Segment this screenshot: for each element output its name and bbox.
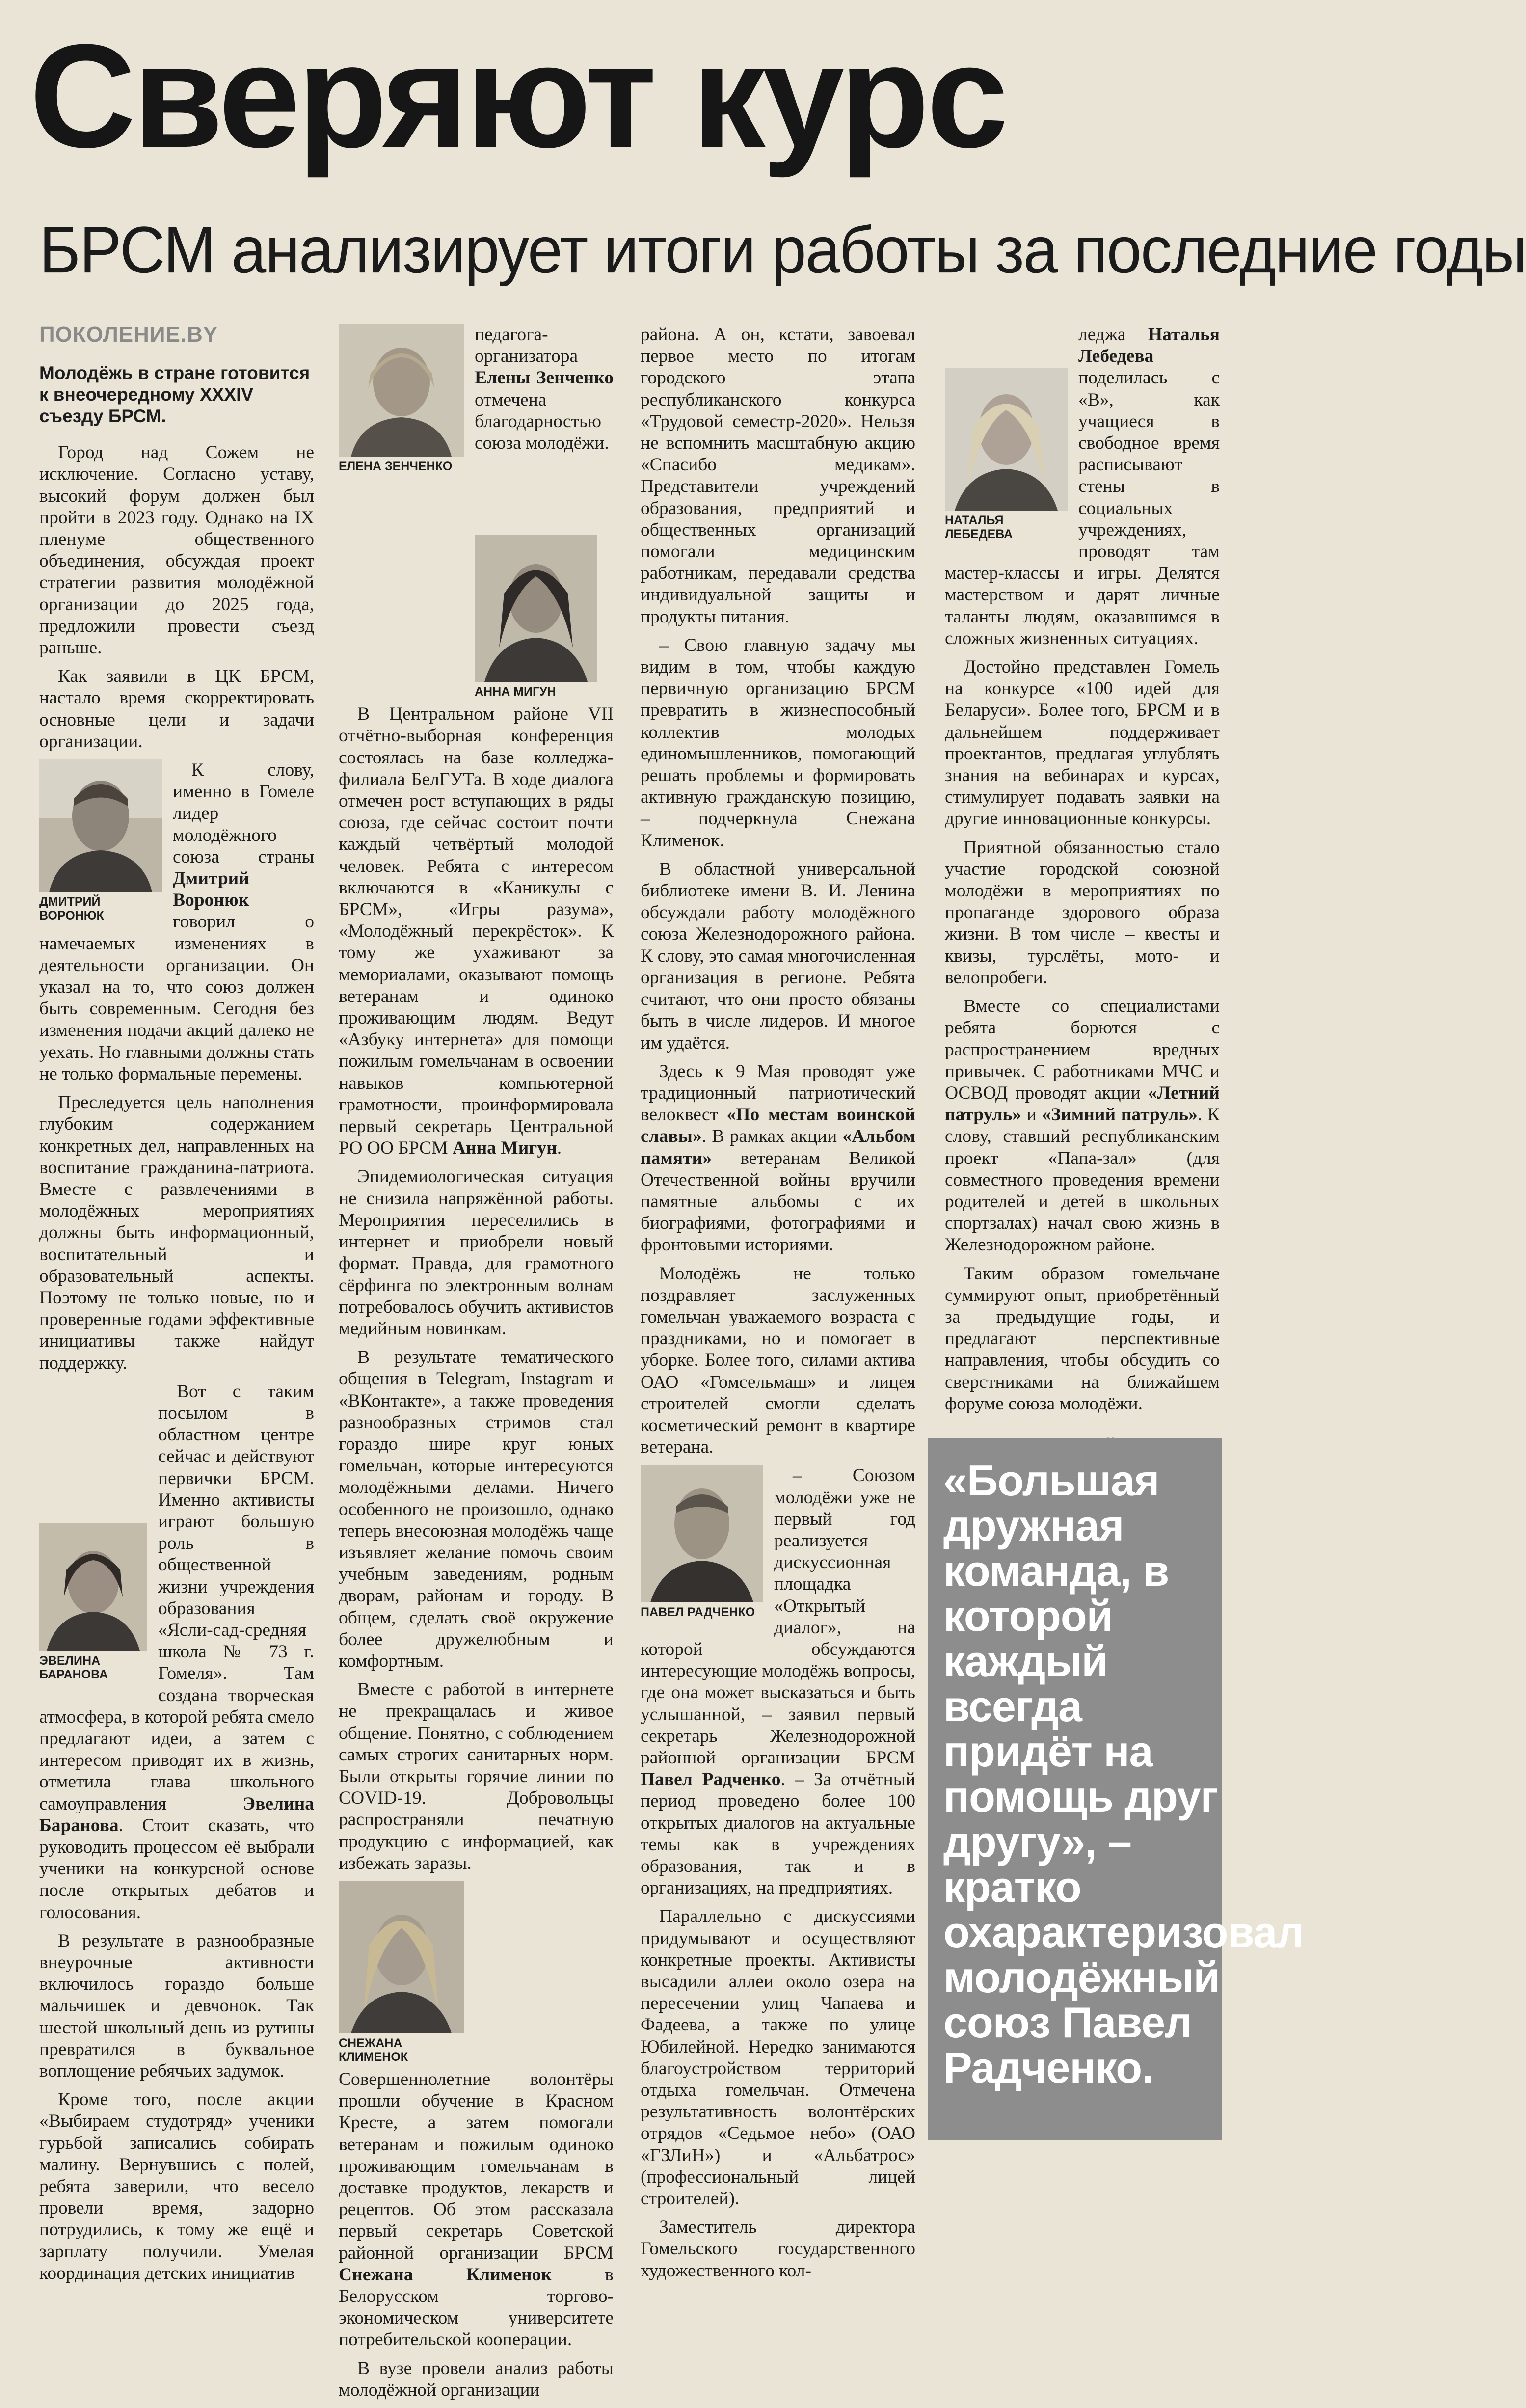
portrait-image: [339, 1881, 464, 2033]
photo-caption: АННА МИГУН: [475, 685, 556, 699]
text-run: и: [1021, 1105, 1042, 1125]
paragraph: Приятной обязанностью стало участие городской союзной молодёжи в мероприятиях по пропаганде здорового образа жизни. В том числе – квесты и квизы, турслёты, мото- и велопробеги.: [945, 837, 1220, 988]
paragraph: Молодёжь не только поздравляет заслуженных гомельчан уважаемого возраста с праздниками, но и помогает в уборке. Более того, силами актива ОАО «Гомсельмаш» и лицея строителей смогли сделать косметический ремонт в квартире ветерана.: [641, 1263, 915, 1458]
paragraph: – Свою главную задачу мы видим в том, чтобы каждую первичную организацию БРСМ превратить в жизнеспособный коллектив молодых единомышленников, помогающий решать проблемы и формировать активную гражданскую позицию, – подчеркнула Снежана Клименок.: [641, 635, 915, 851]
text-run: отмечена благодарностью союза молодёжи.: [475, 389, 609, 454]
paragraph: В областной универсальной библиотеке имени В. И. Ленина обсуждали работу молодёжного союза Железнодорожного района. К слову, это самая многочисленная организация в регионе. Ребята считают, что они просто обязаны быть в числе лидеров. И многое им удаётся.: [641, 859, 915, 1053]
event-name: «Зимний патруль»: [1042, 1105, 1198, 1125]
portrait-image: [475, 535, 597, 682]
photo-caption: ЕЛЕНА ЗЕНЧЕНКО: [339, 460, 453, 473]
portrait-image: [641, 1465, 763, 1602]
person-name: Павел Радченко: [641, 1769, 781, 1790]
paragraph: Кроме того, после акции «Выбираем студотряд» ученики гурьбой записались собирать малину. Вернувшись с полей, ребята заверили, что весело провели время, задорно потрудились, к тому же ещё и зарплату получили. Умелая координация детских инициатив: [39, 2089, 314, 2283]
text-run: .: [557, 1138, 562, 1159]
paragraph: Вместе с работой в интернете не прекращалась и живое общение. Понятно, с соблюдением самых строгих санитарных норм. Были открыты горячие линии по COVID-19. Добровольцы распространяли печатную продукцию с информацией, как избежать заразы.: [339, 1679, 614, 1873]
source-label: ПОКОЛЕНИЕ.BY: [39, 323, 218, 347]
paragraph: Заместитель директора Гомельского государственного художественного кол-: [641, 2217, 915, 2281]
person-name: Дмитрий Воронюк: [173, 868, 249, 911]
paragraph: Как заявили в ЦК БРСМ, настало время скорректировать основные цели и задачи организации.: [39, 666, 314, 752]
portrait-image: [339, 324, 464, 457]
person-name: Елены Зенченко: [475, 368, 614, 388]
paragraph: Преследуется цель наполнения глубоким содержанием конкретных дел, направленных на воспитание гражданина-патриота. Вместе с развлечениями в молодёжных мероприятиях должны быть информационный, воспитательный и образовательный аспекты. Поэтому не только новые, но и проверенные годами эффективные инициативы также найдут поддержку.: [39, 1092, 314, 1373]
lead-paragraph: Молодёжь в стране готовится к внеочередному XXXIV съезду БРСМ.: [39, 363, 310, 427]
paragraph: Таким образом гомельчане суммируют опыт, приобретённый за предыдущие годы, и предлагают перспективные направления, чтобы обсудить со сверстниками на ближайшем форуме союза молодёжи.: [945, 1263, 1220, 1414]
text-run: . Стоит сказать, что руководить процессом её выбрали ученики на конкурсной основе после открытых дебатов и голосования.: [39, 1815, 314, 1922]
subheadline: БРСМ анализирует итоги работы за последние годы: [39, 213, 1526, 287]
paragraph: Город над Сожем не исключение. Согласно уставу, высокий форум должен был пройти в 2023 году. Однако на IX пленуме общественного объединения, обсуждая проект стратегии развития молодёжной организации до 2025 года, предложили провести съезд раньше.: [39, 442, 314, 658]
portrait-image: [945, 368, 1068, 511]
column-4: [945, 324, 1220, 1456]
text-run: – Союзом молодёжи уже не первый год реализуется дискуссионная площадка «Открытый диалог», на которой обсуждаются интересующие молодёжь вопросы, где она может высказаться и быть услышанной, – заявил первый секретарь Железнодорожной районной организации БРСМ: [641, 1465, 915, 1768]
column-2: [339, 324, 614, 2408]
text-run: Здесь к 9 Мая проводят уже традиционный патриотический велоквест: [641, 1061, 915, 1125]
text-run: К слову, именно в Гомеле лидер молодёжного союза страны: [173, 760, 314, 867]
text-run: в Белорусском торгово-экономическом университете потребительской кооперации.: [339, 2264, 614, 2350]
person-name: Наталья Лебедева: [1078, 325, 1220, 367]
person-name: Эвелина Баранова: [39, 1793, 314, 1836]
pull-quote-box: [928, 1438, 1304, 2140]
portrait-image: [39, 1523, 147, 1651]
person-name: Анна Мигун: [452, 1138, 557, 1159]
photo-baranova: [39, 1523, 147, 1681]
photo-migun: [475, 535, 597, 699]
photo-caption: ЭВЕЛИНА БАРАНОВА: [39, 1653, 108, 1681]
photo-radchenko: [641, 1465, 763, 1619]
portrait-image: [39, 759, 162, 892]
photo-caption: ПАВЕЛ РАДЧЕНКО: [641, 1605, 755, 1620]
text-run: Совершеннолетние волонтёры прошли обучение в Красном Кресте, а затем помогали ветеранам и пожилым одиноко проживающим гомельчанам в доставке продуктов, лекарств и рецептов. Об этом рассказала первый секретарь Советской районной организации БРСМ: [339, 2069, 614, 2263]
text-run: Вот с таким посылом в областном центре сейчас и действуют первички БРСМ. Именно активисты играют большую роль в общественной жизни учреждения образования «Ясли-сад-средняя школа № 73 г. Гомеля». Там создана творческая атмосфера, в которой ребята смело предлагают идеи, а затем с интересом приводят их в жизнь, отметила глава школьного самоуправления: [39, 1381, 314, 1814]
text-run: леджа: [1078, 325, 1148, 345]
event-name: «По местам воинской славы»: [641, 1105, 915, 1147]
text-run: В Центральном районе VII отчётно-выборная конференция состоялась на базе колледжа-филиала БелГУТа. В ходе диалога отмечен рост вступающих в ряды союза, где сейчас состоит почти каждый четвёртый молодой человек. Ребята с интересом включаются в «Каникулы с БРСМ», «Игры разума», «Молодёжный перекрёсток». К тому же ухаживают за мемориалами, оказывают помощь ветеранам и одиноко проживающим людям. Ведут «Азбуку интернета» для помощи пожилым гомельчанам в освоении навыков компьютерной грамотности, проинформировала первый секретарь Центральной РО ОО БРСМ: [339, 704, 614, 1159]
text-run: . К слову, ставший республиканским проект «Папа-зал» (для совместного проведения времени родителей и детей в школьных спортзалах) начал свою жизнь в Железнодорожном районе.: [945, 1105, 1220, 1255]
pull-quote: «Большая дружная команда, в которой каждый всегда придёт на помощь друг другу», – кратко охарактеризовал молодёжный союз Павел Радченко.: [943, 1456, 1304, 2092]
text-run: . В рамках акции: [701, 1126, 843, 1147]
text-run: поделилась с «В», как учащиеся в свободное время расписывают стены в социальных учреждениях, проводят там мастер-классы и игры. Делятся мастерством и дарят личные таланты людям, оказавшимся в сложных жизненных ситуациях.: [945, 368, 1220, 649]
text-run: . – За отчётный период проведено более 100 открытых диалогов на актуальные темы как в учреждениях образования, так и в организациях, на предприятиях.: [641, 1769, 915, 1898]
photo-caption: НАТАЛЬЯ ЛЕБЕДЕВА: [945, 514, 1013, 541]
person-name: Снежана Клименок: [339, 2264, 552, 2285]
paragraph: Параллельно с дискуссиями придумывают и осуществляют конкретные проекты. Активисты высадили аллеи около озера на пересечении улиц Чапаева и Фадеева, а также по улице Юбилейной. Нередко занимаются благоустройством территорий отдыха гомельчан. Отмечена результативность волонтёрских отрядов «Седьмое небо» (ОАО «ГЗЛиН») и «Альбатрос» (профессиональный лицей строителей).: [641, 1906, 915, 2209]
text-run: педагога-организатора: [475, 325, 578, 367]
photo-caption: ДМИТРИЙ ВОРОНЮК: [39, 895, 104, 923]
paragraph: Эпидемиологическая ситуация не снизила напряжённой работы. Мероприятия переселились в интернет и приобрели новый формат. Правда, для грамотного сёрфинга по электронным волнам потребовалось обучить активистов медийным новинкам.: [339, 1166, 614, 1339]
photo-voronyuk: [39, 759, 162, 922]
headline: Сверяют курс: [29, 13, 1006, 178]
text-run: ветеранам Великой Отечественной войны вручили памятные альбомы с их биографиями, фотографиями и фронтовыми историями.: [641, 1148, 915, 1255]
column-1: [39, 324, 314, 2291]
paragraph: В результате тематического общения в Telegram, Instagram и «ВКонтакте», а также проведения разнообразных стримов стал гораздо шире круг юных гомельчан, которые интересуются молодёжными делами. Ничего особенного не произошло, однако теперь внесоюзная молодёжь чаще изъявляет желание помочь своим учебным заведениям, родным дворам, районам и городу. В общем, сделать своё окружение более дружелюбным и комфортным.: [339, 1347, 614, 1671]
column-3: [641, 324, 915, 2289]
paragraph: района. А он, кстати, завоевал первое место по итогам городского этапа республиканского конкурса «Трудовой семестр-2020». Нельзя не вспомнить масштабную акцию «Спасибо медикам». Представители учреждений образования, предприятий и общественных организаций помогали медицинским работникам, передавали средства индивидуальной защиты и продукты питания.: [641, 325, 915, 627]
text-run: Вместе со специалистами ребята борются с распространением вредных привычек. С работниками МЧС и ОСВОД проводят акции: [945, 996, 1220, 1103]
photo-caption: СНЕЖАНА КЛИМЕНОК: [339, 2036, 408, 2064]
event-name: «Летний патруль»: [945, 1082, 1220, 1125]
text-run: говорил о намечаемых изменениях в деятельности организации. Он указал на то, что союз должен быть современным. Сегодня без изменения подачи акций далеко не уехать. Но главными должны стать не только формальные перемены.: [39, 912, 315, 1084]
paragraph: Достойно представлен Гомель на конкурсе «100 идей для Беларуси». Более того, БРСМ и в дальнейшем поддерживает проектантов, предлагая углублять знания на вебинарах и курсах, стимулирует подавать заявки на другие инновационные конкурсы.: [945, 657, 1220, 829]
photo-zenchenko: [339, 324, 464, 473]
paragraph: В результате в разнообразные внеурочные активности включилось гораздо больше мальчишек и девчонок. Так шестой школьный день из рутины превратился в буквальное воплощение ребячьих задумок.: [39, 1930, 314, 2082]
paragraph: В вузе провели анализ работы молодёжной организации: [339, 2358, 614, 2400]
photo-lebedeva: [945, 368, 1068, 541]
event-name: «Альбом памяти»: [641, 1126, 915, 1168]
photo-klimenok: [339, 1881, 464, 2064]
